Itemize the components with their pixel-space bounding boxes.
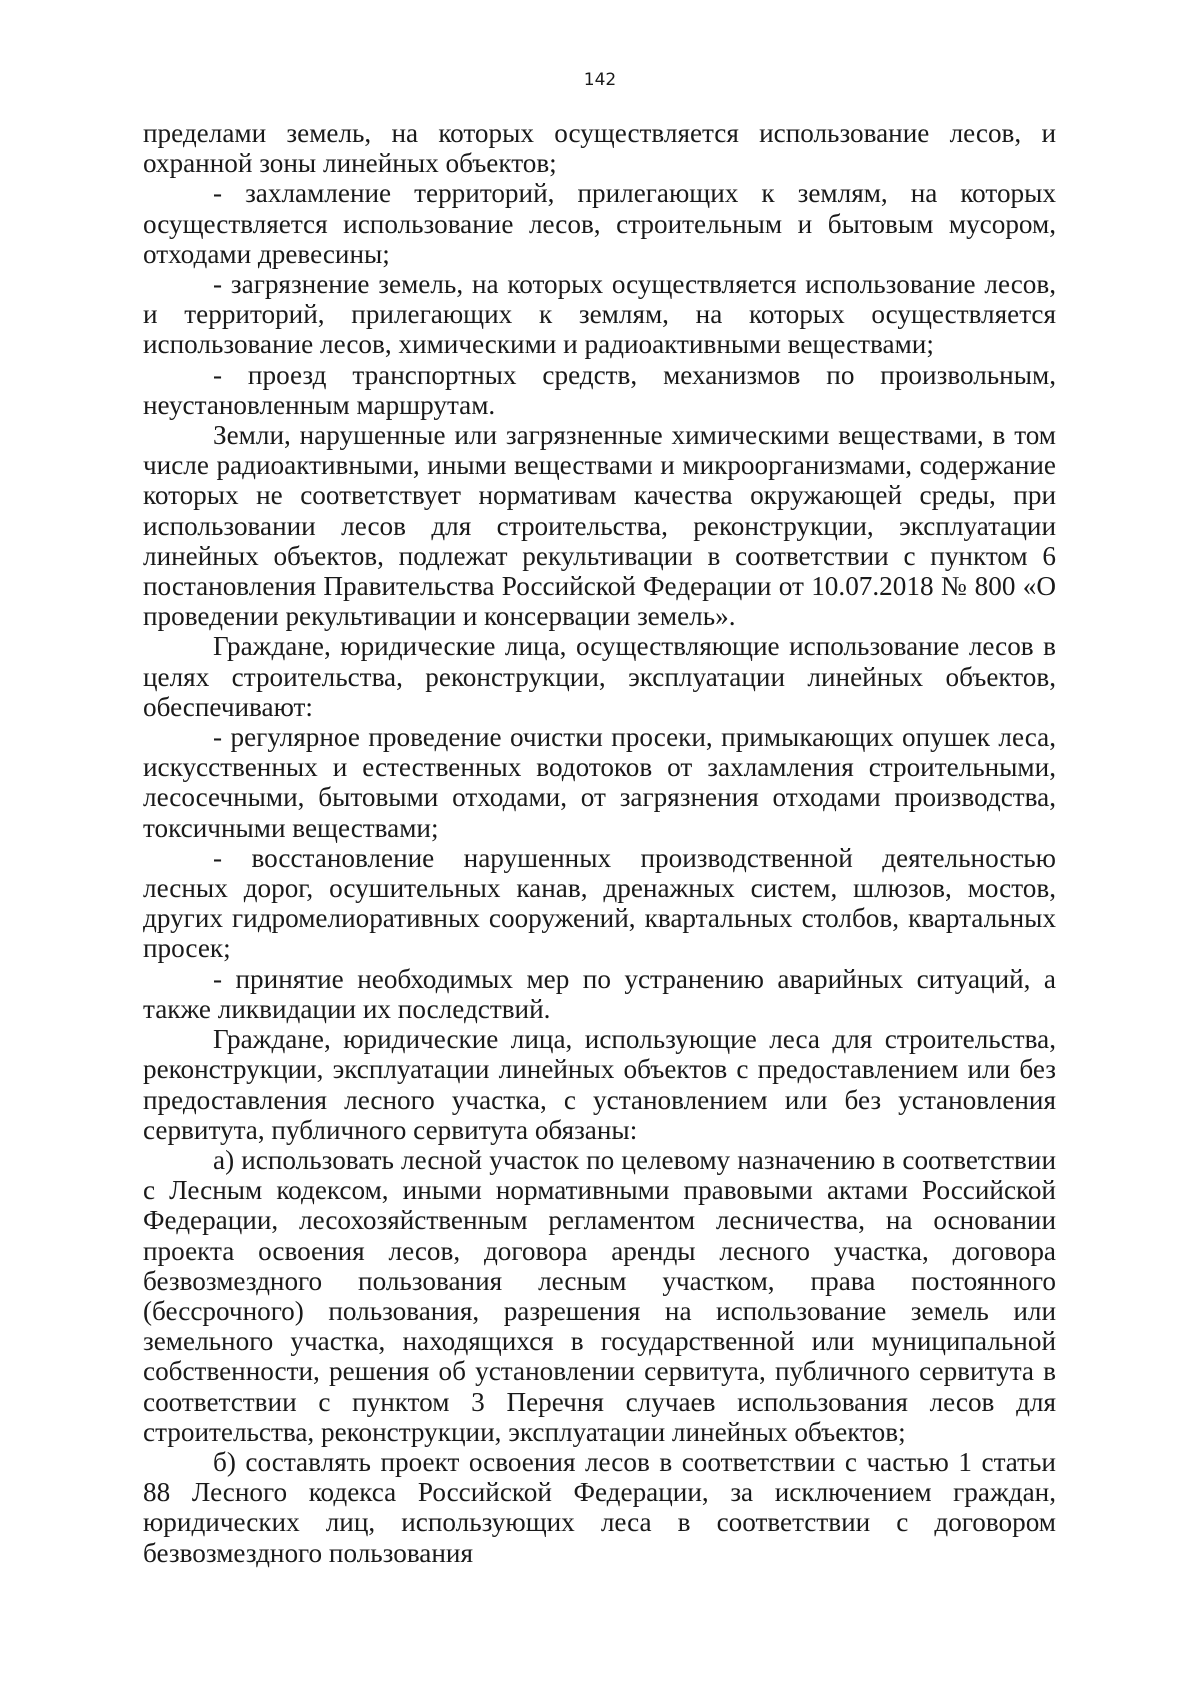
page-number: 142	[583, 70, 617, 90]
paragraph: Граждане, юридические лица, использующие леса для строительства, реконструкции, эксплуатации линейных объектов с предоставлением или без предоставления лесного участка, с установлением или без установления сервитута, публичного сервитута обязаны:	[143, 1024, 1056, 1145]
paragraph-continuation: пределами земель, на которых осуществляется использование лесов, и охранной зоны линейных объектов;	[143, 118, 1056, 179]
paragraph: Граждане, юридические лица, осуществляющие использование лесов в целях строительства, реконструкции, эксплуатации линейных объектов, обеспечивают:	[143, 631, 1056, 722]
document-body	[143, 118, 1056, 1568]
paragraph: Земли, нарушенные или загрязненные химическими веществами, в том числе радиоактивными, иными веществами и микроорганизмами, содержание которых не соответствует нормативам качества окружающей среды, при использовании лесов для строительства, реконструкции, эксплуатации линейных объектов, подлежат рекультивации в соответствии с пунктом 6 постановления Правительства Российской Федерации от 10.07.2018 № 800 «О проведении рекультивации и консервации земель».	[143, 420, 1056, 632]
paragraph-list-item: - захламление территорий, прилегающих к землям, на которых осуществляется использование лесов, строительным и бытовым мусором, отходами древесины;	[143, 178, 1056, 269]
paragraph-list-item: а) использовать лесной участок по целевому назначению в соответствии с Лесным кодексом, иными нормативными правовыми актами Российской Федерации, лесохозяйственным регламентом лесничества, на основании проекта освоения лесов, договора аренды лесного участка, договора безвозмездного пользования лесным участком, права постоянного (бессрочного) пользования, разрешения на использование земель или земельного участка, находящихся в государственной или муниципальной собственности, решения об установлении сервитута, публичного сервитута в соответствии с пунктом 3 Перечня случаев использования лесов для строительства, реконструкции, эксплуатации линейных объектов;	[143, 1144, 1056, 1447]
paragraph-list-item: - проезд транспортных средств, механизмов по произвольным, неустановленным маршрутам.	[143, 359, 1056, 420]
paragraph-list-item: - загрязнение земель, на которых осуществляется использование лесов, и территорий, прилегающих к землям, на которых осуществляется использование лесов, химическими и радиоактивными веществами;	[143, 269, 1056, 360]
paragraph-list-item: - принятие необходимых мер по устранению аварийных ситуаций, а также ликвидации их последствий.	[143, 963, 1056, 1024]
paragraph-list-item: - восстановление нарушенных производственной деятельностью лесных дорог, осушительных канав, дренажных систем, шлюзов, мостов, других гидромелиоративных сооружений, квартальных столбов, квартальных просек;	[143, 842, 1056, 964]
paragraph-list-item: - регулярное проведение очистки просеки, примыкающих опушек леса, искусственных и естественных водотоков от захламления строительными, лесосечными, бытовыми отходами, от загрязнения отходами производства, токсичными веществами;	[143, 722, 1056, 843]
paragraph-list-item: б) составлять проект освоения лесов в соответствии с частью 1 статьи 88 Лесного кодекса Российской Федерации, за исключением граждан, юридических лиц, использующих леса в соответствии с договором безвозмездного пользования	[143, 1446, 1056, 1568]
